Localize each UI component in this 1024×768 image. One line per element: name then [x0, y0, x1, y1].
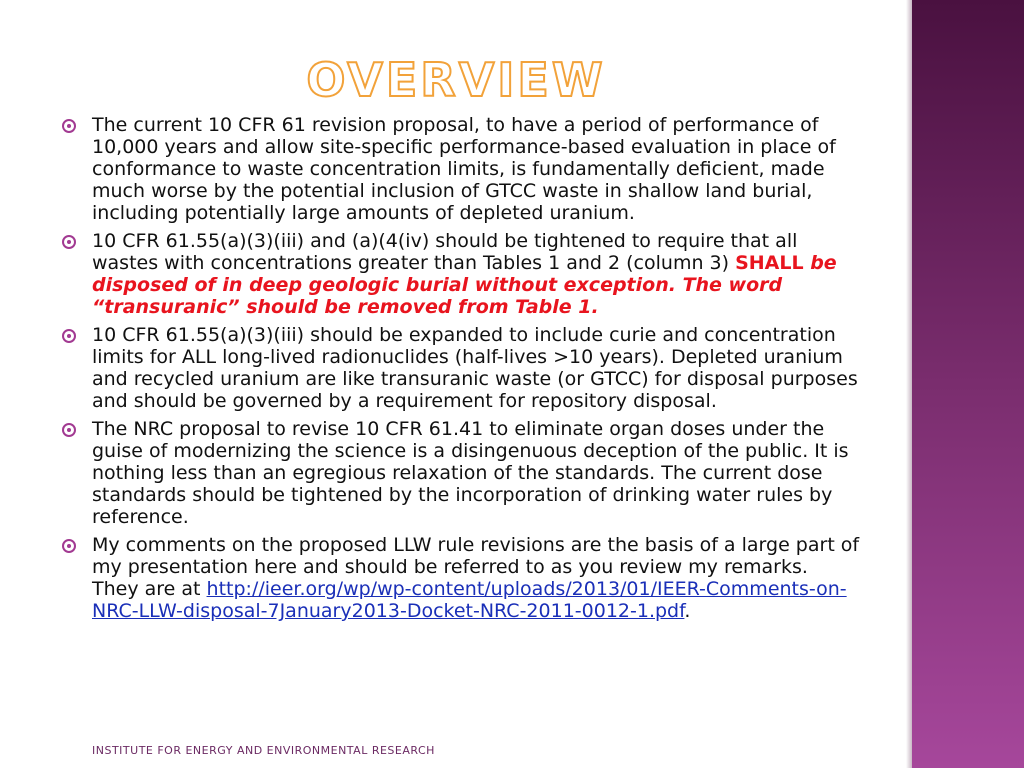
bullet-text: 10 CFR 61.55(a)(3)(iii) should be expanded to include curie and concentration limits for ALL long-lived radionuclides (half-lives >10 years). Depleted uranium and recycled uranium are like transuranic waste (or GTCC) for disposal purposes and should be governed by a requirement for repository disposal. — [92, 324, 858, 412]
bullet-text: 10 CFR 61.55(a)(3)(iii) and (a)(4(iv) should be tightened to require that all wastes with concentrations greater than Tables 1 and 2 (column 3) — [92, 230, 798, 274]
slide-title: OVERVIEW — [306, 53, 606, 107]
bullet-item — [60, 418, 860, 528]
bullet-item — [60, 114, 860, 224]
bullet-text: The NRC proposal to revise 10 CFR 61.41 to eliminate organ doses under the guise of modernizing the science is a disingenuous deception of the public. It is nothing less than an egregious relaxation of the standards. The current dose standards should be tightened by the incorporation of drinking water rules by reference. — [92, 418, 849, 528]
circle-bullet-icon — [62, 235, 76, 249]
bullet-item — [60, 230, 860, 318]
circle-bullet-icon — [62, 329, 76, 343]
emphasis-shall: SHALL — [735, 252, 804, 274]
circle-bullet-icon — [62, 423, 76, 437]
bullet-item — [60, 534, 860, 622]
circle-bullet-icon — [62, 539, 76, 553]
comments-link[interactable]: http://ieer.org/wp/wp-content/uploads/2013/01/IEER-Comments-on-NRC-LLW-disposal-7January2013-Docket-NRC-2011-0012-1.pdf — [92, 578, 847, 622]
bullet-text-end: . — [684, 600, 691, 622]
decorative-side-band — [912, 0, 1024, 768]
circle-bullet-icon — [62, 119, 76, 133]
emphasis-italic-text: be disposed of in deep geologic burial without exception. The word “transuranic” should be removed from Table 1. — [92, 252, 837, 318]
footer-organization: INSTITUTE FOR ENERGY AND ENVIRONMENTAL RESEARCH — [92, 744, 435, 757]
bullet-text: The current 10 CFR 61 revision proposal, to have a period of performance of 10,000 years and allow site-specific performance-based evaluation in place of conformance to waste concentration limits, is fundamentally deficient, made much worse by the potential inclusion of GTCC waste in shallow land burial, including potentially large amounts of depleted uranium. — [92, 114, 836, 224]
bullet-list — [60, 114, 860, 628]
bullet-text: My comments on the proposed LLW rule revisions are the basis of a large part of my presentation here and should be referred to as you review my remarks. They are at — [92, 534, 860, 600]
bullet-item — [60, 324, 860, 412]
